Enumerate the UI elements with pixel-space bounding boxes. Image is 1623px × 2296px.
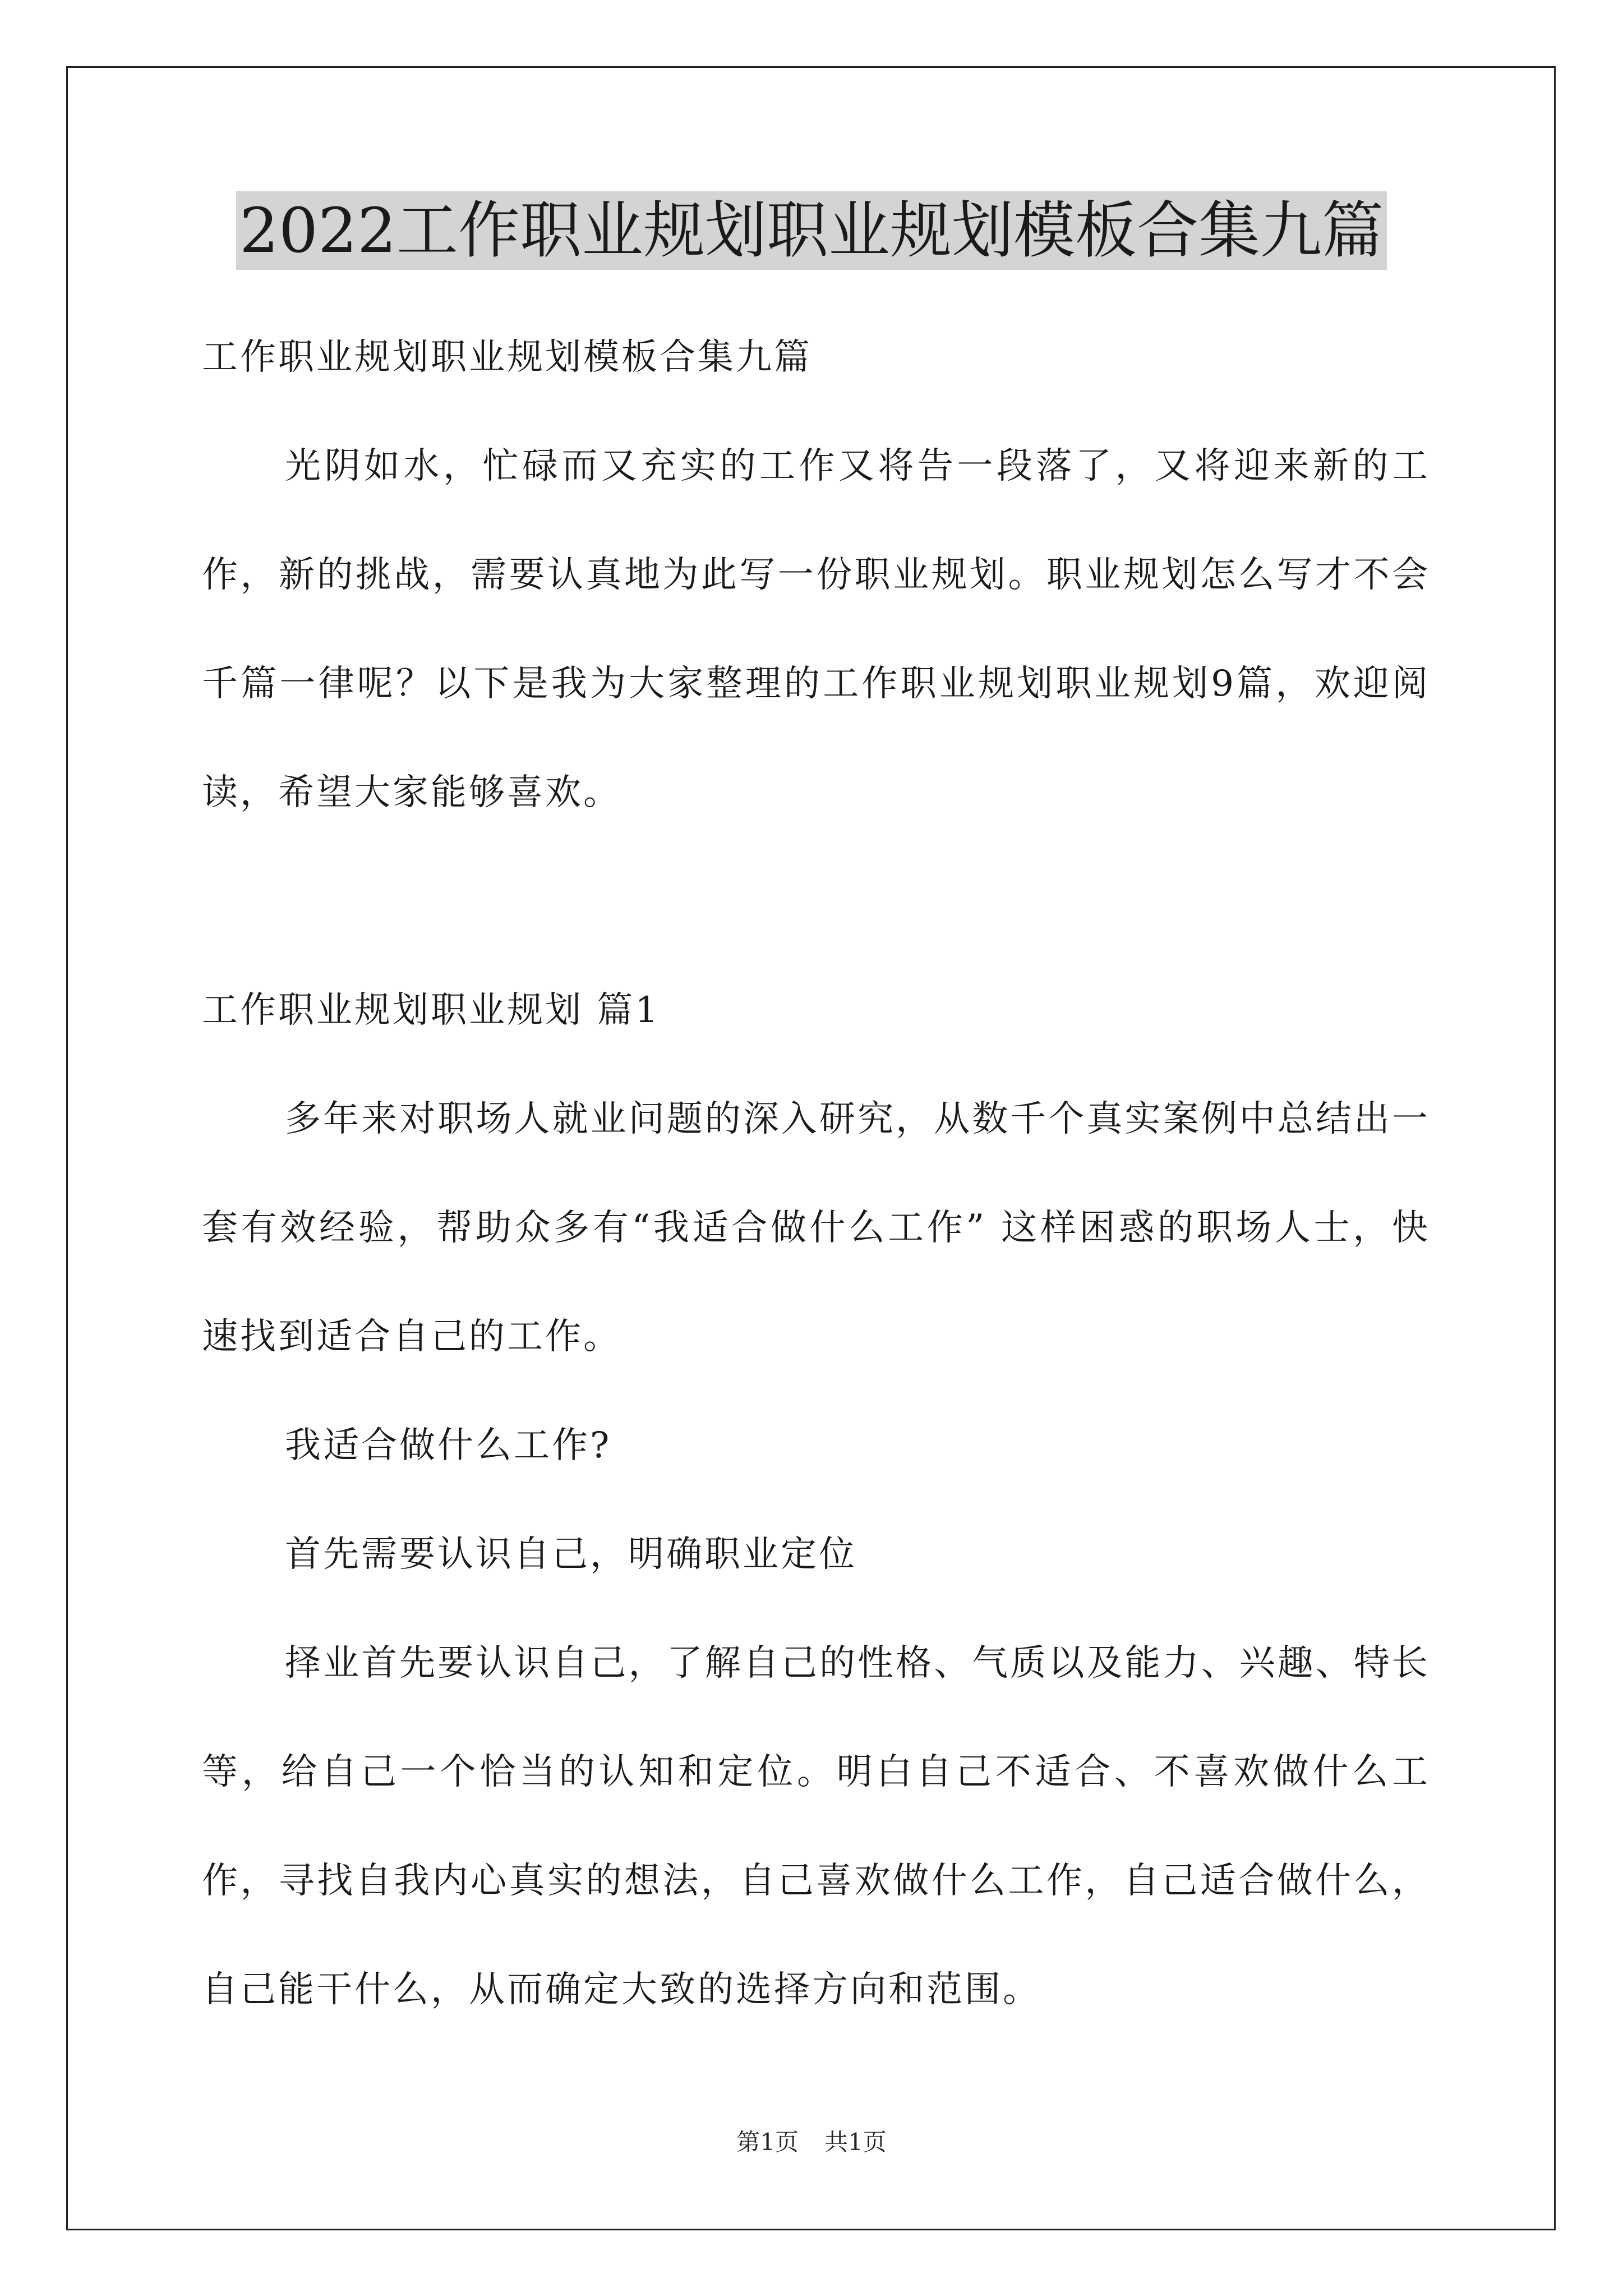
document-title <box>0 191 1623 271</box>
body-paragraph: 首先需要认识自己，明确职业定位 <box>285 1534 857 1575</box>
intro-paragraph: 光阴如水，忙碌而又充实的工作又将告一段落了，又将迎来新的工作，新的挑战，需要认真地为此写一份职业规划。职业规划怎么写才不会千篇一律呢？以下是我为大家整理的工作职业规划职业规划9篇，欢迎阅读，希望大家能够喜欢。 <box>202 445 1430 813</box>
body-paragraph: 我适合做什么工作? <box>285 1425 612 1466</box>
page-total: 共1页 <box>824 2128 887 2156</box>
body-paragraph: 多年来对职场人就业问题的深入研究，从数千个真实案例中总结出一套有效经验，帮助众多有“我适合做什么工作” 这样困惑的职场人士，快速找到适合自己的工作。 <box>202 1098 1430 1358</box>
page-footer <box>0 2128 1623 2156</box>
document-title-text: 2022工作职业规划职业规划模板合集九篇 <box>236 191 1387 270</box>
document-body <box>202 303 1430 2044</box>
document-subtitle: 工作职业规划职业规划模板合集九篇 <box>202 337 812 378</box>
page-number: 第1页 <box>736 2128 799 2156</box>
section-heading: 工作职业规划职业规划 篇1 <box>202 990 661 1031</box>
body-paragraph: 择业首先要认识自己，了解自己的性格、气质以及能力、兴趣、特长等，给自己一个恰当的认知和定位。明白自己不适合、不喜欢做什么工作，寻找自我内心真实的想法，自己喜欢做什么工作，自己适合做什么，自己能干什么，从而确定大致的选择方向和范围。 <box>202 1642 1430 2010</box>
section-spacer <box>202 847 1430 956</box>
